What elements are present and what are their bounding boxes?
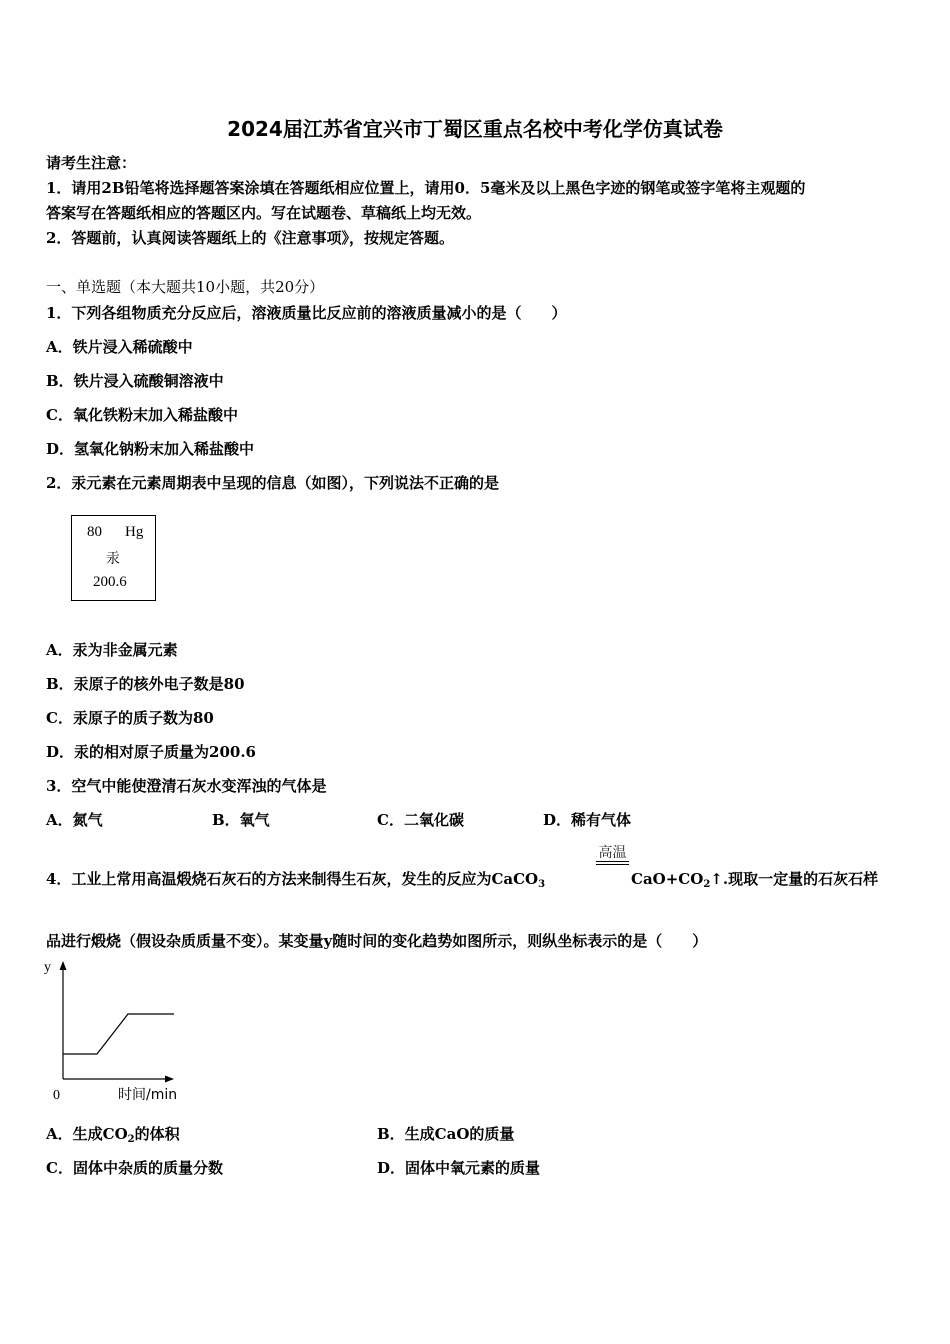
q4-option-c: C．固体中杂质的质量分数	[46, 1159, 223, 1177]
q3-option-c: C．二氧化碳	[377, 811, 464, 829]
q2-option-d: D．汞的相对原子质量为200.6	[46, 743, 256, 761]
q4-option-d: D．固体中氧元素的质量	[377, 1159, 541, 1177]
notice-item-1-line-2: 答案写在答题纸相应的答题区内。写在试题卷、草稿纸上均无效。	[46, 204, 482, 222]
element-symbol: Hg	[125, 524, 144, 540]
q4-stem-line-1	[46, 868, 545, 890]
q3-stem: 3．空气中能使澄清石灰水变浑浊的气体是	[46, 777, 327, 795]
y-axis-label: y	[44, 960, 51, 975]
notice-heading: 请考生注意：	[46, 154, 137, 172]
element-name: 汞	[106, 551, 120, 567]
product-formula: CaO+CO	[631, 870, 704, 888]
q2-option-b: B．汞原子的核外电子数是80	[46, 675, 245, 693]
q1-option-b: B．铁片浸入硫酸铜溶液中	[46, 372, 224, 390]
q2-option-a: A．汞为非金属元素	[46, 641, 178, 659]
reactant-subscript: 3	[538, 879, 546, 890]
q4-stem-part-b: ↑.现取一定量的石灰石样	[710, 870, 879, 888]
q4-option-a: A．生成$CO_2$的体积	[46, 1125, 180, 1145]
reaction-arrow-line-bottom	[596, 864, 629, 865]
x-axis-label: 时间/min	[118, 1087, 178, 1103]
q2-option-c: C．汞原子的质子数为80	[46, 709, 214, 727]
notice-item-1-line-1: 1．请用2B铅笔将选择题答案涂填在答题纸相应位置上，请用0．5毫米及以上黑色字迹的钢笔或签字笔将主观题的	[46, 179, 806, 197]
q1-option-d: D．氢氧化钠粉末加入稀盐酸中	[46, 440, 255, 458]
atomic-mass: 200.6	[93, 574, 127, 590]
origin-label: 0	[53, 1088, 60, 1103]
q1-stem: 1．下列各组物质充分反应后，溶液质量比反应前的溶液质量减小的是（ ）	[46, 304, 567, 322]
notice-item-2: 2．答题前，认真阅读答题纸上的《注意事项》，按规定答题。	[46, 229, 454, 247]
q4-option-b: B．生成CaO的质量	[377, 1125, 515, 1143]
q3-option-a: A．氮气	[46, 811, 103, 829]
q4-graph	[40, 955, 200, 1105]
mercury-element-card	[71, 515, 156, 601]
y-axis-arrow-icon	[60, 961, 67, 970]
reactant-formula: CaCO	[491, 870, 539, 888]
reaction-condition: 高温	[598, 845, 627, 861]
q4-stem-line-2: 品进行煅烧（假设杂质质量不变）。某变量y随时间的变化趋势如图所示，则纵坐标表示的是（ ）	[46, 932, 708, 950]
q4-stem-products	[631, 868, 878, 890]
q1-option-a: A．铁片浸入稀硫酸中	[46, 338, 193, 356]
product-subscript: 2	[703, 879, 711, 890]
atomic-number: 80	[87, 524, 102, 540]
q1-option-c: C．氧化铁粉末加入稀盐酸中	[46, 406, 238, 424]
x-axis-arrow-icon	[165, 1076, 174, 1083]
y-trend-curve	[63, 1014, 174, 1054]
q2-stem: 2．汞元素在元素周期表中呈现的信息（如图），下列说法不正确的是	[46, 474, 499, 492]
q4-stem-part-a: 4．工业上常用高温煅烧石灰石的方法来制得生石灰，发生的反应为	[46, 870, 492, 888]
q3-option-d: D．稀有气体	[543, 811, 632, 829]
q3-option-b: B．氧气	[212, 811, 270, 829]
reaction-arrow-line-top	[596, 861, 629, 862]
section-heading: 一、单选题（本大题共10小题，共20分）	[46, 278, 325, 296]
page-title: 2024届江苏省宜兴市丁蜀区重点名校中考化学仿真试卷	[227, 117, 723, 141]
